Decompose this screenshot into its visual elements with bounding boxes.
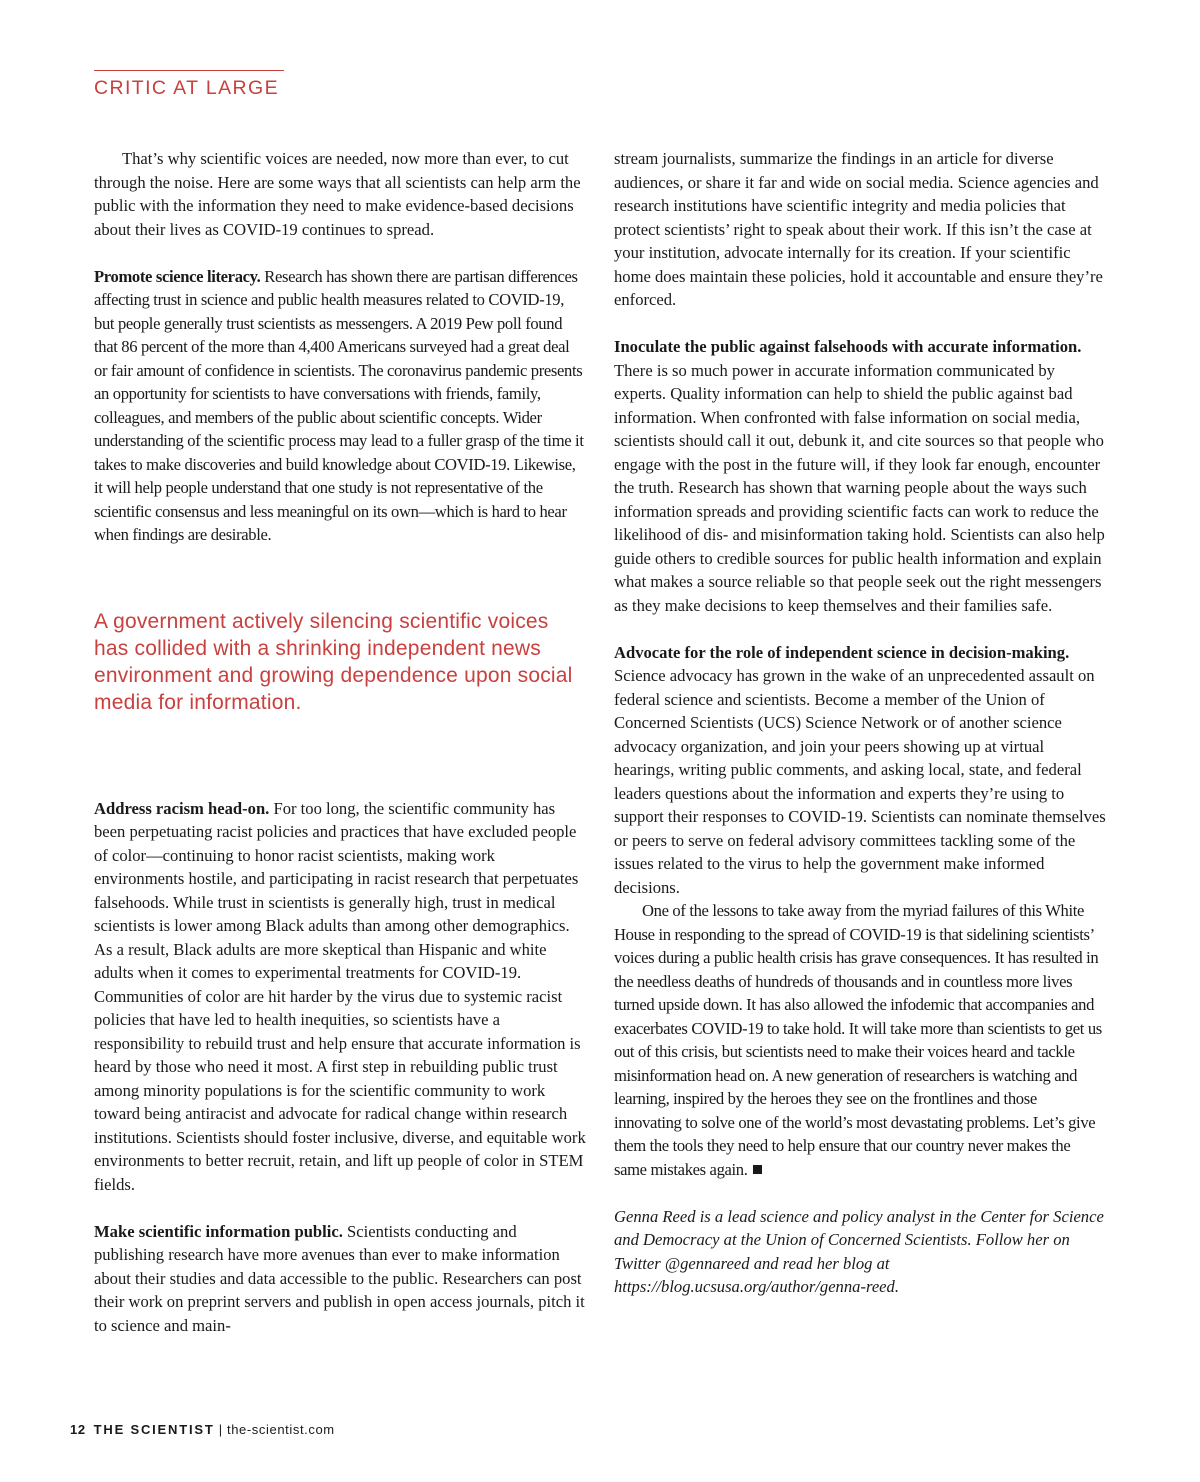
public-info-body: Scientists conducting and publishing research have more avenues than ever to make information about their studies and data accessible to the public. Researchers can post their work on preprint servers and publish in open access journals, pitch it to science and main- [94, 1221, 585, 1335]
public-info-heading: Make scientific information public. [94, 1221, 343, 1241]
publication-name: THE SCIENTIST [93, 1422, 215, 1437]
racism-paragraph [94, 797, 586, 1197]
public-info-paragraph [94, 1220, 586, 1338]
literacy-heading: Promote science literacy. [94, 266, 261, 286]
page-footer [70, 1422, 335, 1437]
advocate-body: Science advocacy has grown in the wake of an unprecedented assault on federal science and scientists. Become a member of the Union of Concerned Scientists (UCS) Science Network or of another science advocacy organization, and join your peers showing up at virtual hearings, writing public comments, and asking local, state, and federal leaders questions about the information and experts they’re using to support their responses to COVID-19. Scientists can nominate themselves or peers to serve on federal advisory committees tackling some of the issues related to the virus to help the government make informed decisions. [614, 666, 1106, 897]
racism-heading: Address racism head-on. [94, 798, 270, 818]
footer-separator: | [218, 1422, 223, 1437]
closing-body: One of the lessons to take away from the myriad failures of this White House in responding to the spread of COVID-19 is that sidelining scientists’ voices during a public health crisis has grave consequences. It has resulted in the needless deaths of hundreds of thousands and in countless more lives turned upside down. It has also allowed the infodemic that accompanies and exacerbates COVID-19 to take hold. It will take more than scientists to get us out of this crisis, but scientists need to make their voices heard and tackle misinformation head on. A new generation of researchers is watching and learning, inspired by the heroes they see on the frontlines and those innovating to solve one of the world’s most devastating problems. Let’s give them the tools they need to help ensure that our country never makes the same mistakes again. [614, 901, 1102, 1179]
pull-quote: A government actively silencing scientific voices has collided with a shrinking independent news environment and growing dependence upon social media for information. [94, 609, 573, 715]
closing-paragraph [614, 899, 1106, 1181]
intro-paragraph: That’s why scientific voices are needed, now more than ever, to cut through the noise. Here are some ways that all scientists can help arm the public with the information they need to make evidence-based decisions about their lives as COVID-19 continues to spread. [94, 149, 581, 239]
literacy-paragraph [94, 265, 586, 547]
advocate-heading: Advocate for the role of independent science in decision-making. [614, 642, 1070, 662]
section-header [94, 70, 284, 100]
inoculate-paragraph [614, 335, 1106, 617]
author-bio: Genna Reed is a lead science and policy analyst in the Center for Science and Democracy at the Union of Concerned Scientists. Follow her on Twitter @gennareed and read her blog at https://blog.ucsusa.org/author/genna-reed. [614, 1206, 1104, 1296]
end-mark-icon [753, 1165, 762, 1174]
right-column [614, 147, 1106, 1299]
advocate-paragraph [614, 641, 1106, 900]
page-number: 12 [70, 1422, 86, 1437]
inoculate-body: There is so much power in accurate information communicated by experts. Quality information can help to shield the public against bad information. When confronted with false information on social media, scientists should call it out, debunk it, and cite sources so that people who engage with the post in the future will, if they look far enough, encounter the truth. Research has shown that warning people about the ways such information spreads and providing scientific facts can work to reduce the likelihood of dis- and misinformation taking hold. Scientists can also help guide others to credible sources for public health information and explain what makes a source reliable so that people seek out the right messengers as they make decisions to keep themselves and their families safe. [614, 360, 1105, 615]
section-label: CRITIC AT LARGE [94, 77, 279, 99]
continuation-paragraph: stream journalists, summarize the findings in an article for diverse audiences, or share it far and wide on social media. Science agencies and research institutions have scientific integrity and media policies that protect scientists’ right to speak about their work. If this isn’t the case at your institution, advocate internally for its creation. If your scientific home does maintain these policies, hold it accountable and ensure they’re enforced. [614, 149, 1103, 309]
inoculate-heading: Inoculate the public against falsehoods with accurate information. [614, 337, 1082, 356]
footer-website: the-scientist.com [227, 1422, 335, 1437]
left-column [94, 147, 586, 1337]
racism-body: For too long, the scientific community has been perpetuating racist policies and practices that have excluded people of color—continuing to honor racist scientists, making work environments hostile, and participating in racist research that perpetuates falsehoods. While trust in scientists is generally high, trust in medical scientists is lower among Black adults than among other demographics. As a result, Black adults are more skeptical than Hispanic and white adults when it comes to experimental treatments for COVID-19. Communities of color are hit harder by the virus due to systemic racist policies that have led to health inequities, so scientists have a responsibility to rebuild trust and help ensure that accurate information is heard by those who need it most. A first step in rebuilding public trust among minority populations is for the scientific community to work toward being antiracist and advocate for radical change within research institutions. Scientists should foster inclusive, diverse, and equitable work environments to better recruit, retain, and lift up people of color in STEM fields. [94, 798, 586, 1194]
literacy-body: Research has shown there are partisan differences affecting trust in science and public health measures related to COVID-19, but people generally trust scientists as messengers. A 2019 Pew poll found that 86 percent of the more than 4,400 Americans surveyed had a great deal or fair amount of confidence in scientists. The coronavirus pandemic presents an opportunity for scientists to have conversations with friends, family, colleagues, and members of the public about scientific concepts. Wider understanding of the scientific process may lead to a fuller grasp of the time it takes to make discoveries and build knowledge about COVID-19. Likewise, it will help people understand that one study is not representative of the scientific consensus and less meaningful on its own—which is hard to hear when findings are desirable. [94, 266, 584, 544]
